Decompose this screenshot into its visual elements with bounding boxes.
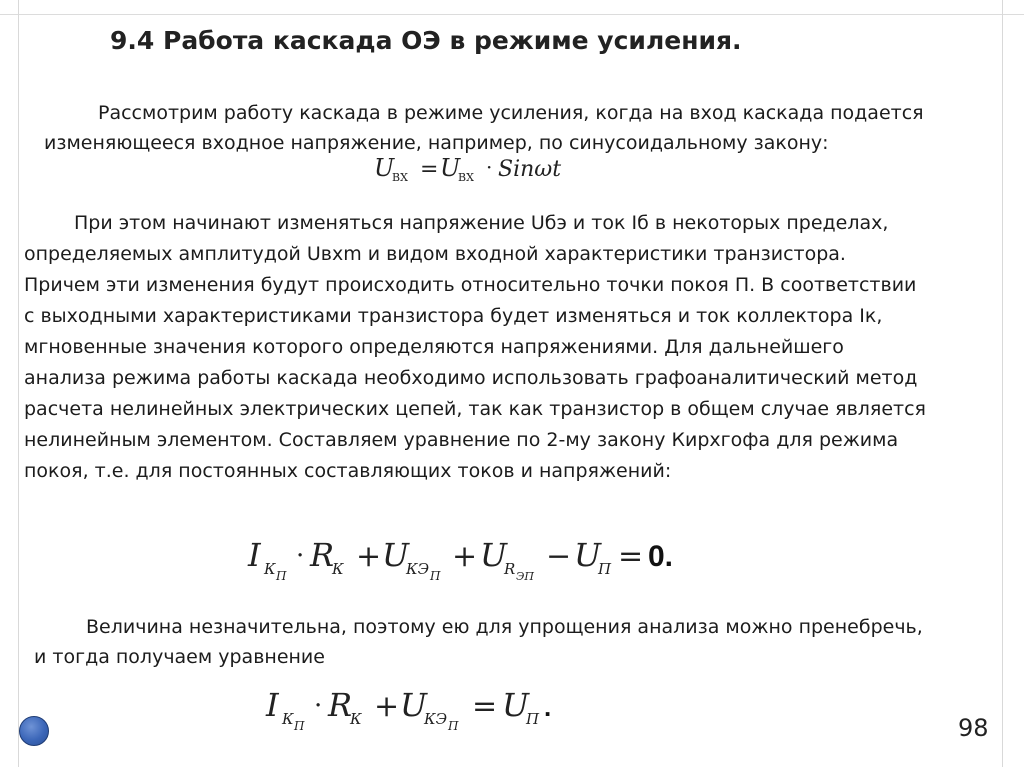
f2-up-sub: П — [598, 560, 612, 578]
paragraph-1-line-2: изменяющееся входное напряжение, например, по синусоидальному закону: — [44, 132, 829, 154]
paragraph-3-line-2: и тогда получаем уравнение — [34, 646, 325, 668]
paragraph-2-line-8: нелинейным элементом. Составляем уравнение по 2-му закону Кирхгофа для режима — [24, 429, 899, 451]
f2-i-var: I — [248, 536, 261, 574]
paragraph-2 — [24, 208, 999, 487]
f2-dot: · — [296, 541, 305, 571]
paragraph-2-line-3: Причем эти изменения будут происходить относительно точки покоя П. В соответствии — [24, 274, 917, 296]
paragraph-2-line-2: определяемых амплитудой Uвхm и видом входной характеристики транзистора. — [24, 243, 846, 265]
f2-plus-2: + — [452, 539, 478, 574]
f3-end: . — [544, 692, 552, 722]
page-number: 98 — [958, 714, 989, 742]
paragraph-1-line-1: Рассмотрим работу каскада в режиме усиления, когда на вход каскада подается — [98, 102, 924, 124]
f2-i-subsub: П — [276, 569, 287, 583]
f2-up-var: U — [574, 536, 601, 574]
f2-rhs: 0. — [648, 540, 674, 573]
f3-dot: · — [314, 691, 323, 721]
f1-lhs-sub: ВХ — [392, 171, 408, 184]
f1-rhs-var: U — [440, 154, 461, 182]
f3-i-sub: К — [282, 710, 294, 728]
f2-ur-sub: R — [504, 560, 516, 578]
formula-kirchhoff-quiescent — [244, 530, 784, 586]
paragraph-2-line-7: расчета нелинейных электрических цепей, так как транзистор в общем случае является — [24, 398, 926, 420]
f2-plus-1: + — [356, 539, 382, 574]
f2-minus: − — [546, 539, 572, 574]
f3-i-var: I — [266, 686, 279, 724]
paragraph-2-line-6: анализа режима работы каскада необходимо использовать графоаналитический метод — [24, 367, 918, 389]
left-margin-line — [18, 0, 19, 767]
formula-input-voltage — [372, 150, 612, 186]
f3-r-var: R — [328, 686, 353, 724]
top-divider — [0, 14, 1024, 15]
f3-i-subsub: П — [294, 719, 305, 733]
f1-dot: · — [486, 155, 493, 179]
f2-uke-var: U — [382, 536, 409, 574]
f3-r-sub: К — [350, 710, 362, 728]
f3-uke-subsub: П — [448, 719, 459, 733]
f1-lhs-var: U — [374, 154, 395, 182]
f3-plus: + — [374, 689, 400, 724]
f1-rhs-sub: ВХ — [458, 171, 474, 184]
f3-equals: = — [472, 689, 498, 724]
right-margin-line — [1002, 0, 1003, 767]
f2-equals: = — [618, 539, 644, 574]
f2-uke-subsub: П — [430, 569, 441, 583]
f1-func: Sinωt — [498, 157, 562, 182]
slide-title: 9.4 Работа каскада ОЭ в режиме усиления. — [110, 26, 742, 55]
paragraph-2-line-5: мгновенные значения которого определяются напряжениями. Для дальнейшего — [24, 336, 844, 358]
f3-uke-var: U — [400, 686, 427, 724]
paragraph-2-line-4: с выходными характеристиками транзистора будет изменяться и ток коллектора Iк, — [24, 305, 883, 327]
f2-r-sub: К — [332, 560, 344, 578]
nav-circle-button[interactable] — [19, 716, 49, 746]
f3-up-sub: П — [526, 710, 540, 728]
f2-ur-subsub: ЭП — [516, 570, 535, 583]
f2-r-var: R — [310, 536, 335, 574]
f2-uke-sub: КЭ — [406, 560, 430, 578]
formula-simplified — [262, 680, 642, 736]
f1-equals: = — [420, 157, 439, 182]
f2-i-sub: К — [264, 560, 276, 578]
f2-ur-var: U — [480, 536, 507, 574]
paragraph-3-line-1: Величина незначительна, поэтому ею для упрощения анализа можно пренебречь, — [86, 616, 923, 638]
f3-uke-sub: КЭ — [424, 710, 448, 728]
f3-up-var: U — [502, 686, 529, 724]
paragraph-2-line-1: При этом начинают изменяться напряжение Uбэ и ток Iб в некоторых пределах, — [74, 212, 889, 234]
paragraph-2-line-9: покоя, т.е. для постоянных составляющих токов и напряжений: — [24, 460, 672, 482]
